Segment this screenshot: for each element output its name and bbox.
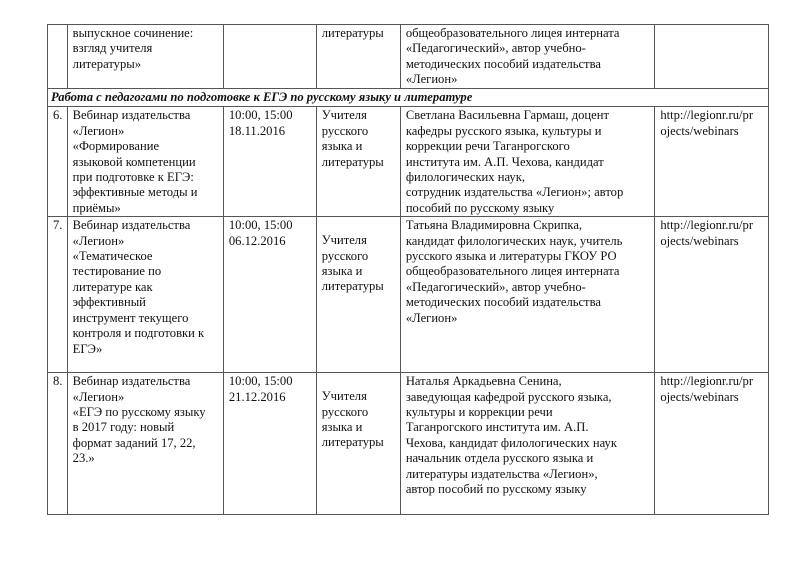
link-cell[interactable]: http://legionr.ru/pr ojects/webinars <box>655 107 769 217</box>
datetime-cell: 10:00, 15:00 18.11.2016 <box>223 107 316 217</box>
title-cell: Вебинар издательства «Легион» «Формирование языковой компетенции при подготовке к ЕГЭ: эффективные методы и приёмы» <box>67 107 223 217</box>
table-row <box>48 107 769 217</box>
speaker-cell: Наталья Аркадьевна Сенина, заведующая кафедрой русского языка, культуры и коррекции речи Таганрогского института им. А.П. Чехова, кандидат филологических наук начальник отдела русского языка и литературы издательства «Легион», автор пособий по русскому языку <box>400 373 655 515</box>
table-row-continued <box>48 25 769 89</box>
title-cell: выпускное сочинение: взгляд учителя литературы» <box>67 25 223 89</box>
num-cell: 6. <box>48 107 68 217</box>
link-cell <box>655 25 769 89</box>
audience-cell: Учителя русского языка и литературы <box>316 107 400 217</box>
title-cell: Вебинар издательства «Легион» «Тематическое тестирование по литературе как эффективный инструмент текущего контроля и подготовки к ЕГЭ» <box>67 217 223 373</box>
link-cell[interactable]: http://legionr.ru/pr ojects/webinars <box>655 373 769 515</box>
speaker-cell: Светлана Васильевна Гармаш, доцент кафедры русского языка, культуры и коррекции речи Таганрогского института им. А.П. Чехова, кандидат филологических наук, сотрудник издательства «Легион»; автор пособий по русскому языку <box>400 107 655 217</box>
table-row <box>48 217 769 373</box>
num-cell: 8. <box>48 373 68 515</box>
table-row <box>48 373 769 515</box>
title-cell: Вебинар издательства «Легион» «ЕГЭ по русскому языку в 2017 году: новый формат заданий 17, 22, 23.» <box>67 373 223 515</box>
speaker-cell: общеобразовательного лицея интерната «Педагогический», автор учебно- методических пособий издательства «Легион» <box>400 25 655 89</box>
link-cell[interactable]: http://legionr.ru/pr ojects/webinars <box>655 217 769 373</box>
datetime-cell <box>223 25 316 89</box>
speaker-cell: Татьяна Владимировна Скрипка, кандидат филологических наук, учитель русского языка и литературы ГКОУ РО общеобразовательного лицея интерната «Педагогический», автор учебно- методических пособий издательства «Легион» <box>400 217 655 373</box>
section-title: Работа с педагогами по подготовке к ЕГЭ по русскому языку и литературе <box>48 89 769 107</box>
audience-cell: Учителя русского языка и литературы <box>316 373 400 515</box>
num-cell: 7. <box>48 217 68 373</box>
audience-cell: Учителя русского языка и литературы <box>316 217 400 373</box>
num-cell <box>48 25 68 89</box>
events-table <box>47 24 769 515</box>
datetime-cell: 10:00, 15:00 06.12.2016 <box>223 217 316 373</box>
audience-cell: литературы <box>316 25 400 89</box>
section-row <box>48 89 769 107</box>
datetime-cell: 10:00, 15:00 21.12.2016 <box>223 373 316 515</box>
